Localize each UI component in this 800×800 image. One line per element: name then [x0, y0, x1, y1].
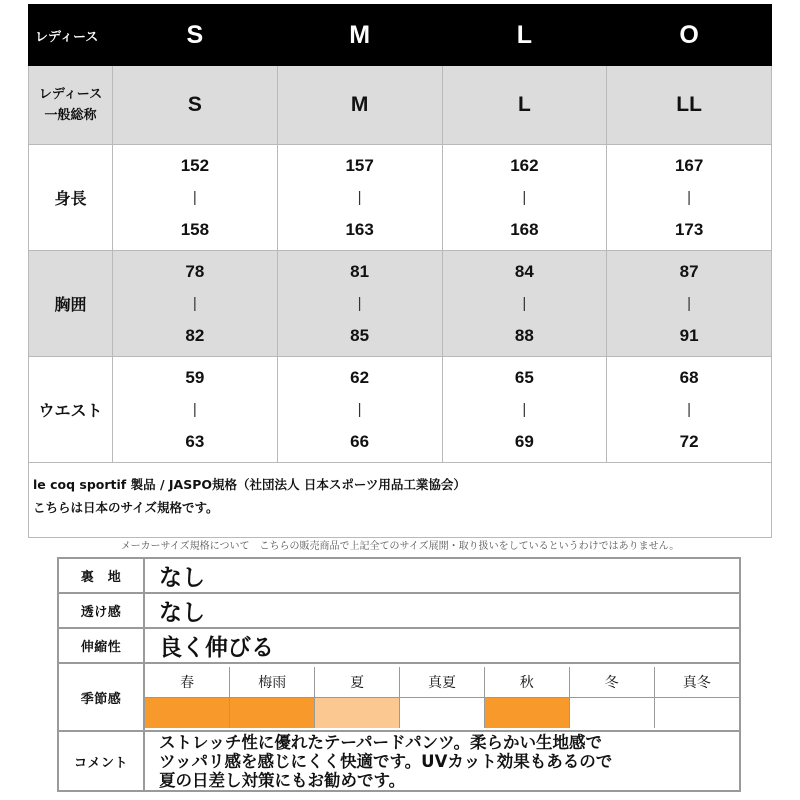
measurement-cell — [277, 145, 442, 251]
measurement-cell — [113, 357, 278, 463]
measurement-cell — [607, 145, 772, 251]
range-max: 88 — [514, 325, 534, 345]
range-max: 91 — [679, 325, 699, 345]
range-separator: | — [192, 189, 197, 206]
range-separator: | — [357, 295, 362, 312]
measurement-row-waist — [29, 357, 772, 463]
attribute-row-lining — [58, 558, 740, 593]
attribute-value: なし — [144, 558, 740, 593]
season-cell — [144, 663, 740, 731]
season-names-row — [145, 667, 739, 698]
range-separator: | — [687, 189, 692, 206]
size-note-line-1: le coq sportif 製品 / JASPO規格（社団法人 日本スポーツ用品工業協会） — [33, 477, 466, 492]
season-level-swatch — [484, 697, 569, 728]
season-name: 秋 — [484, 667, 569, 698]
season-row — [58, 663, 740, 731]
general-size-label-line1: レディース — [38, 87, 103, 102]
comment-line-1: ストレッチ性に優れたテーパードパンツ。柔らかい生地感で — [159, 732, 603, 752]
range-max: 168 — [510, 219, 539, 239]
range-separator: | — [522, 401, 527, 418]
size-note-line-2: こちらは日本のサイズ規格です。 — [33, 500, 219, 515]
range-separator: | — [192, 401, 197, 418]
season-grid — [145, 667, 739, 728]
size-header-row — [29, 5, 772, 66]
comment-line-3: 夏の日差し対策にもお勧めです。 — [159, 770, 406, 790]
comment-row — [58, 731, 740, 791]
measurement-cell — [277, 357, 442, 463]
range-min: 68 — [679, 367, 699, 387]
range-min: 162 — [510, 155, 539, 175]
attribute-value: なし — [144, 593, 740, 628]
measurement-row-height — [29, 145, 772, 251]
range-separator: | — [522, 295, 527, 312]
size-note-cell — [29, 463, 772, 538]
measurement-cell — [607, 357, 772, 463]
season-label: 季節感 — [58, 663, 144, 731]
season-name: 夏 — [315, 667, 400, 698]
size-header-s: S — [113, 5, 278, 66]
general-size-row — [29, 66, 772, 145]
season-level-swatch — [230, 697, 315, 728]
general-size-l: L — [442, 66, 607, 145]
size-header-label: レディース — [29, 5, 113, 66]
general-size-ll: LL — [607, 66, 772, 145]
measurement-cell — [442, 145, 607, 251]
attribute-label: 透け感 — [58, 593, 144, 628]
general-size-s: S — [113, 66, 278, 145]
range-min: 84 — [514, 261, 534, 281]
range-max: 66 — [350, 431, 370, 451]
attribute-row-sheerness — [58, 593, 740, 628]
measurement-cell — [607, 251, 772, 357]
range-separator: | — [357, 401, 362, 418]
range-min: 81 — [350, 261, 370, 281]
range-separator: | — [687, 401, 692, 418]
measurement-cell — [277, 251, 442, 357]
season-level-swatch — [569, 697, 654, 728]
range-min: 167 — [674, 155, 704, 175]
range-min: 87 — [679, 261, 699, 281]
range-max: 69 — [514, 431, 534, 451]
season-level-swatch — [400, 697, 485, 728]
range-min: 157 — [345, 155, 374, 175]
range-separator: | — [687, 295, 692, 312]
measurement-row-chest — [29, 251, 772, 357]
size-chart-table — [28, 4, 772, 538]
range-max: 173 — [674, 219, 704, 239]
range-separator: | — [522, 189, 527, 206]
range-max: 85 — [350, 325, 370, 345]
season-level-swatch — [145, 697, 230, 728]
range-max: 163 — [345, 219, 374, 239]
season-name: 真夏 — [400, 667, 485, 698]
general-size-label — [29, 66, 113, 145]
attribute-label: 伸縮性 — [58, 628, 144, 663]
measurement-cell — [442, 357, 607, 463]
size-disclaimer: メーカーサイズ規格について こちらの販売商品で上記全てのサイズ展開・取り扱いをしているというわけではありません。 — [120, 541, 680, 552]
season-name: 冬 — [569, 667, 654, 698]
measurement-cell — [113, 251, 278, 357]
comment-label: コメント — [58, 731, 144, 791]
comment-line-2: ツッパリ感を感じにくく快適です。UVカット効果もあるので — [159, 751, 613, 771]
measurement-label: 身長 — [29, 145, 113, 251]
range-max: 158 — [180, 219, 210, 239]
range-min: 78 — [185, 261, 205, 281]
size-header-l: L — [442, 5, 607, 66]
size-note-row — [29, 463, 772, 538]
measurement-cell — [113, 145, 278, 251]
season-level-swatch — [654, 697, 739, 728]
measurement-cell — [442, 251, 607, 357]
range-max: 72 — [679, 431, 699, 451]
comment-cell — [144, 731, 740, 791]
range-separator: | — [357, 189, 362, 206]
attribute-label: 裏 地 — [58, 558, 144, 593]
season-name: 真冬 — [654, 667, 739, 698]
size-header-m: M — [277, 5, 442, 66]
general-size-label-line2: 一般総称 — [44, 108, 97, 123]
measurement-label: 胸囲 — [29, 251, 113, 357]
range-min: 65 — [514, 367, 534, 387]
range-min: 152 — [180, 155, 210, 175]
season-levels-row — [145, 697, 739, 728]
range-min: 62 — [350, 367, 370, 387]
size-header-o: O — [607, 5, 772, 66]
range-separator: | — [192, 295, 197, 312]
range-max: 63 — [185, 431, 205, 451]
attribute-row-stretch — [58, 628, 740, 663]
general-size-m: M — [277, 66, 442, 145]
season-level-swatch — [315, 697, 400, 728]
range-min: 59 — [185, 367, 205, 387]
measurement-label: ウエスト — [29, 357, 113, 463]
product-attributes-table — [57, 557, 741, 792]
season-name: 春 — [145, 667, 230, 698]
attribute-value: 良く伸びる — [144, 628, 740, 663]
range-max: 82 — [185, 325, 205, 345]
season-name: 梅雨 — [230, 667, 315, 698]
